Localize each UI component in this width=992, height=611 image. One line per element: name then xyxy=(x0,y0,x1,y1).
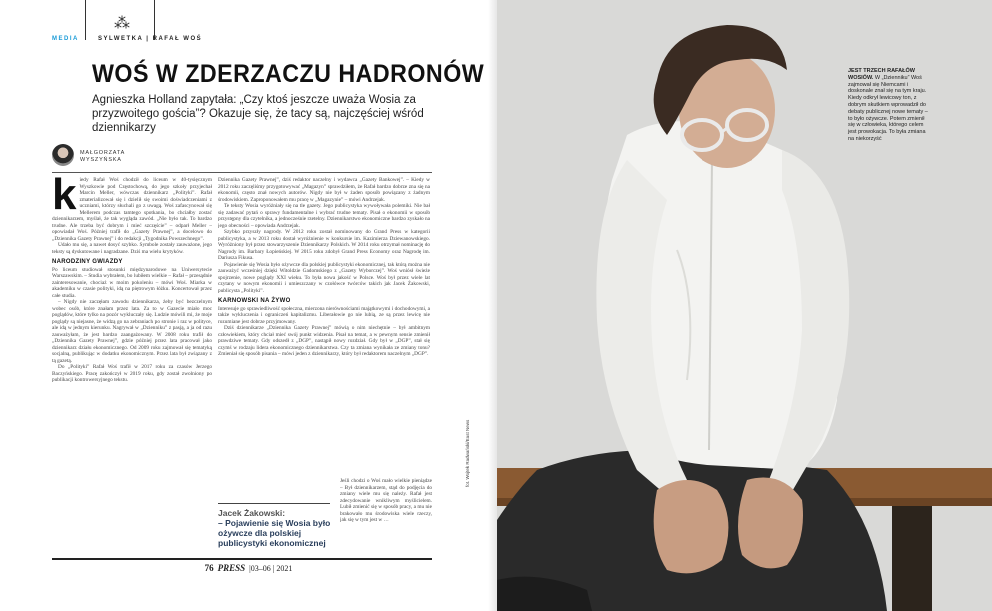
footer-rule xyxy=(52,558,432,560)
caption-lead: JEST TRZECH RAFAŁÓW WOSIÓW. xyxy=(848,68,915,81)
pullquote-rule xyxy=(218,503,330,504)
paragraph: Dziś dziennikarze „Dziennika Gazety Prawnej” mówią o nim niechętnie – był ambitnym człowiekiem, który chciał mieć swój punkt widzenia. Pisał na temat, a w pewnym sensie zmienił prawdziwe tematy. Gdy odszedł z „DGP”, nastąpił nowy rozdział. Gdy był w „DGP”, stał się czymś w rodzaju lidera ekonomicznego dziennikarstwa. Czy ta zmiana wynikała ze zmiany tonu? Zmieniał się sposób pisania – mówi jeden z dziennikarzy, który był redaktorem naczelnym „DGP”. xyxy=(218,325,430,357)
paragraph: Udało mu się, a nawet dosyć szybko. Symbole zostały zauważone, jego teksty są dyskutowane i nagradzane. Dziś ma wielu krytyków. xyxy=(52,242,212,255)
page-footer: 76 PRESS |03–06 | 2021 xyxy=(204,563,293,573)
photo-credit: fot. Wojtek Radwański/East News xyxy=(465,419,470,487)
caption-text: W „Dzienniku” Woś zajmował się Niemcami i doskonale znał się na tym kraju. Kiedy odkrył lewicowy ton, z dobrym skutkiem wprowadził do debaty publicznej nowe tematy – to było ożywcze. Potem zmienił się w człowieka, którego celem jest prowokacja. To była zmiana na niekorzyść xyxy=(848,74,928,142)
paragraph: – Nigdy nie zaczęłam zawodu dziennikarza, żeby być bezczelnym wobec osób, które znałam przez lata. Za to w Gazecie miało moc poglądów, które tylko na pozór wykluczały się. Ludzie mówili mi, że moje poglądy są niejasne, że widzą go na zebraniach po stronie i raz w polityce, ale idą w jednym kierunku. Nagrywał w „Dzienniku” z pasją, a ja od razu zauważyłam, że jest bardzo zaangażowany. W 2008 roku trafił do „Dziennika Gazety Prawnej”, gdzie później przez lata pracował jako dziennikarz działu ekonomicznego. Od 2009 roku zajmował się tematyką socjalną, publikując w dodatku ekonomicznym. Przez lata był związany z tą gazetą. xyxy=(52,299,212,364)
page-number: 76 xyxy=(204,563,214,573)
paragraph: Interesuje go sprawiedliwość społeczna, mierzona nierównościami majątkowymi i dochodowymi, a także wykluczenia i ograniczeń kapitalizmu. Liberałowie go nie lubią, ze są przez lewicę nie rozumiane jest dobrze przyjmowany. xyxy=(218,305,430,325)
paragraph: Te teksty Wosia wyróżniały się na tle gazety. Jego publicystyka wywoływała polemiki. Nie bał się zadawać pytań o sprawy fundamentalne i wybrać trudne tematy. Pisał o ekonomii w sposób przystępny dla czytelnika, a jednocześnie rzetelny. Dziennikarstwo ekonomiczne bardzo zyskało na jego obecności – opowiada Andrzejak. xyxy=(218,203,430,229)
paragraph: Jeśli chodzi o Woś mało wielkie pieniądze – Był dziennikarzem, stąd do podjęcia do zmiany wiele mu się należy. Rafał jest zdecydowanie wnikliwym myślicielem. Lubił zmienić się w sposób pracy, a mu nie brakowało mu środowiska wiele rzeczy, jak się w tym jest w … xyxy=(340,478,432,523)
photo-caption xyxy=(848,68,932,143)
article-column-2 xyxy=(218,177,430,475)
author-byline: MAŁGORZATA WYSZYŃSKA xyxy=(80,150,126,163)
press-logo-mark: ⁂ xyxy=(114,15,130,32)
magazine-name: PRESS xyxy=(217,563,246,573)
paragraph: Dziennika Gazety Prawnej”, dziś redaktor naczelny i wydawca „Gazety Bankowej”. – Kiedy w 2012 roku zaczęliśmy przygotowywać „Magazyn” sprawdziłem, że Rafał bardzo dobrze zna się na ekonomii, często znał nowych autorów. Nigdy nie był w żaden sposób powiązany z żadnym środowiskiem. Zaproponowałem mu pracę w „Magazynie” – mówi Andrzejak. xyxy=(218,177,430,203)
paragraph: Pojawienie się Wosia było ożywcze dla polskiej publicystyki ekonomicznej, tak którą można nie zauważyć wcześniej dzięki Witoldzie Gadomskiego z „Gazety Wyborczej”. Woś wniósł świeże spojrzenie, nowe poglądy XXI wieku. To była nowa jakość w Polsce. Woś był przez wiele lat czytany w nowym ekonomii i umieszczany w czołówce twórców takich jak Jacek Żakowski, publicysta „Polityki”. xyxy=(218,261,430,294)
paragraph: Do „Polityki” Rafał Woś trafił w 2017 roku za czasów Jerzego Baczyńskiego. Pracę zakończył w 2019 roku, gdy został zwolniony po publikacji kontrowersyjnego tekstu. xyxy=(52,364,212,383)
subheading: NARODZINY GWIAZDY xyxy=(52,259,123,265)
rubric-label: SYLWETKA | RAFAŁ WOŚ xyxy=(98,36,203,42)
section-header xyxy=(52,36,203,42)
section-label: MEDIA xyxy=(52,36,79,42)
paragraph: Szybko przyszły nagrody. W 2012 roku został nominowany do Grand Press w kategorii publicystyka, a w 2013 roku dostał wyróżnienie w konkursie im. Kazimierza Dziewanowskiego. Wyróżniony był przez stowarzyszenie Dziennikarzy Polskich. W 2014 roku otrzymał nominację do Nagrody im. Barbary Łopieńskiej. W 2015 roku zdobył Grand Press Economy oraz Nagrodę im. Dariusza Fikusa. xyxy=(218,229,430,261)
pullquote xyxy=(218,508,336,548)
subheading: KARNOWSKI NA ŻYWO xyxy=(218,298,291,304)
header-divider xyxy=(85,0,86,40)
pullquote-author: Jacek Żakowski: xyxy=(218,508,286,518)
article-title: WOŚ W ZDERZACZU HADRONÓW xyxy=(92,60,485,88)
paragraph: Po liceum studiował stosunki międzynarodowe na Uniwersytecie Warszawskim. – Studia wybrałem, bo lubiłem wielkie – Rafał – przesądnie zainteresowanie, chociaż w moim pokoleniu – mówi Woś. Miarka w akademiku w czasie polityki, idą na piętrowym łóżku. Koncertował przez całe studia. xyxy=(52,266,212,299)
author-avatar xyxy=(52,144,74,166)
header-divider xyxy=(154,0,155,40)
paragraph: iedy Rafał Woś chodził do liceum w 40-tysięcznym Wyszkowie pod Częstochową, do jego szkoły przyjechał Marcin Meller, wówczas dziennikarz „Polityki”. Rafał zmaterializował się i dzielił się swoimi doświadczeniami z uczniami, którzy słuchali go z uwagą. Woś zafascynował się Mellerem podczas tamtego spotkania, bo chciałby zostać dziennikarzem, myślał, że tak wygląda zawód. „Nie było tak. To bardzo trudne. Ale trzeba być dobrym i mieć szczęście” – odparł Meller – opowiadał Woś. Później trafił do „Gazety Prawnej”, a docelowo do „Dziennika Gazety Prawnej” i do redakcji „Tygodnika Powszechnego”. xyxy=(52,177,212,242)
page-gutter xyxy=(488,0,497,611)
issue-date: 03–06 | 2021 xyxy=(250,564,293,573)
byline-rule xyxy=(52,172,432,173)
pullquote-text: – Pojawienie się Wosia było ożywcze dla polskiej publicystyki ekonomicznej xyxy=(218,518,331,548)
article-column-3 xyxy=(340,478,432,554)
drop-cap: k xyxy=(52,177,77,219)
article-column-1 xyxy=(52,177,212,565)
article-lead: Agnieszka Holland zapytała: „Czy ktoś jeszcze uważa Wosia za przyzwoitego gościa”? Okazuje się, że tacy są, najczęściej wśród dziennikarzy xyxy=(92,94,424,134)
